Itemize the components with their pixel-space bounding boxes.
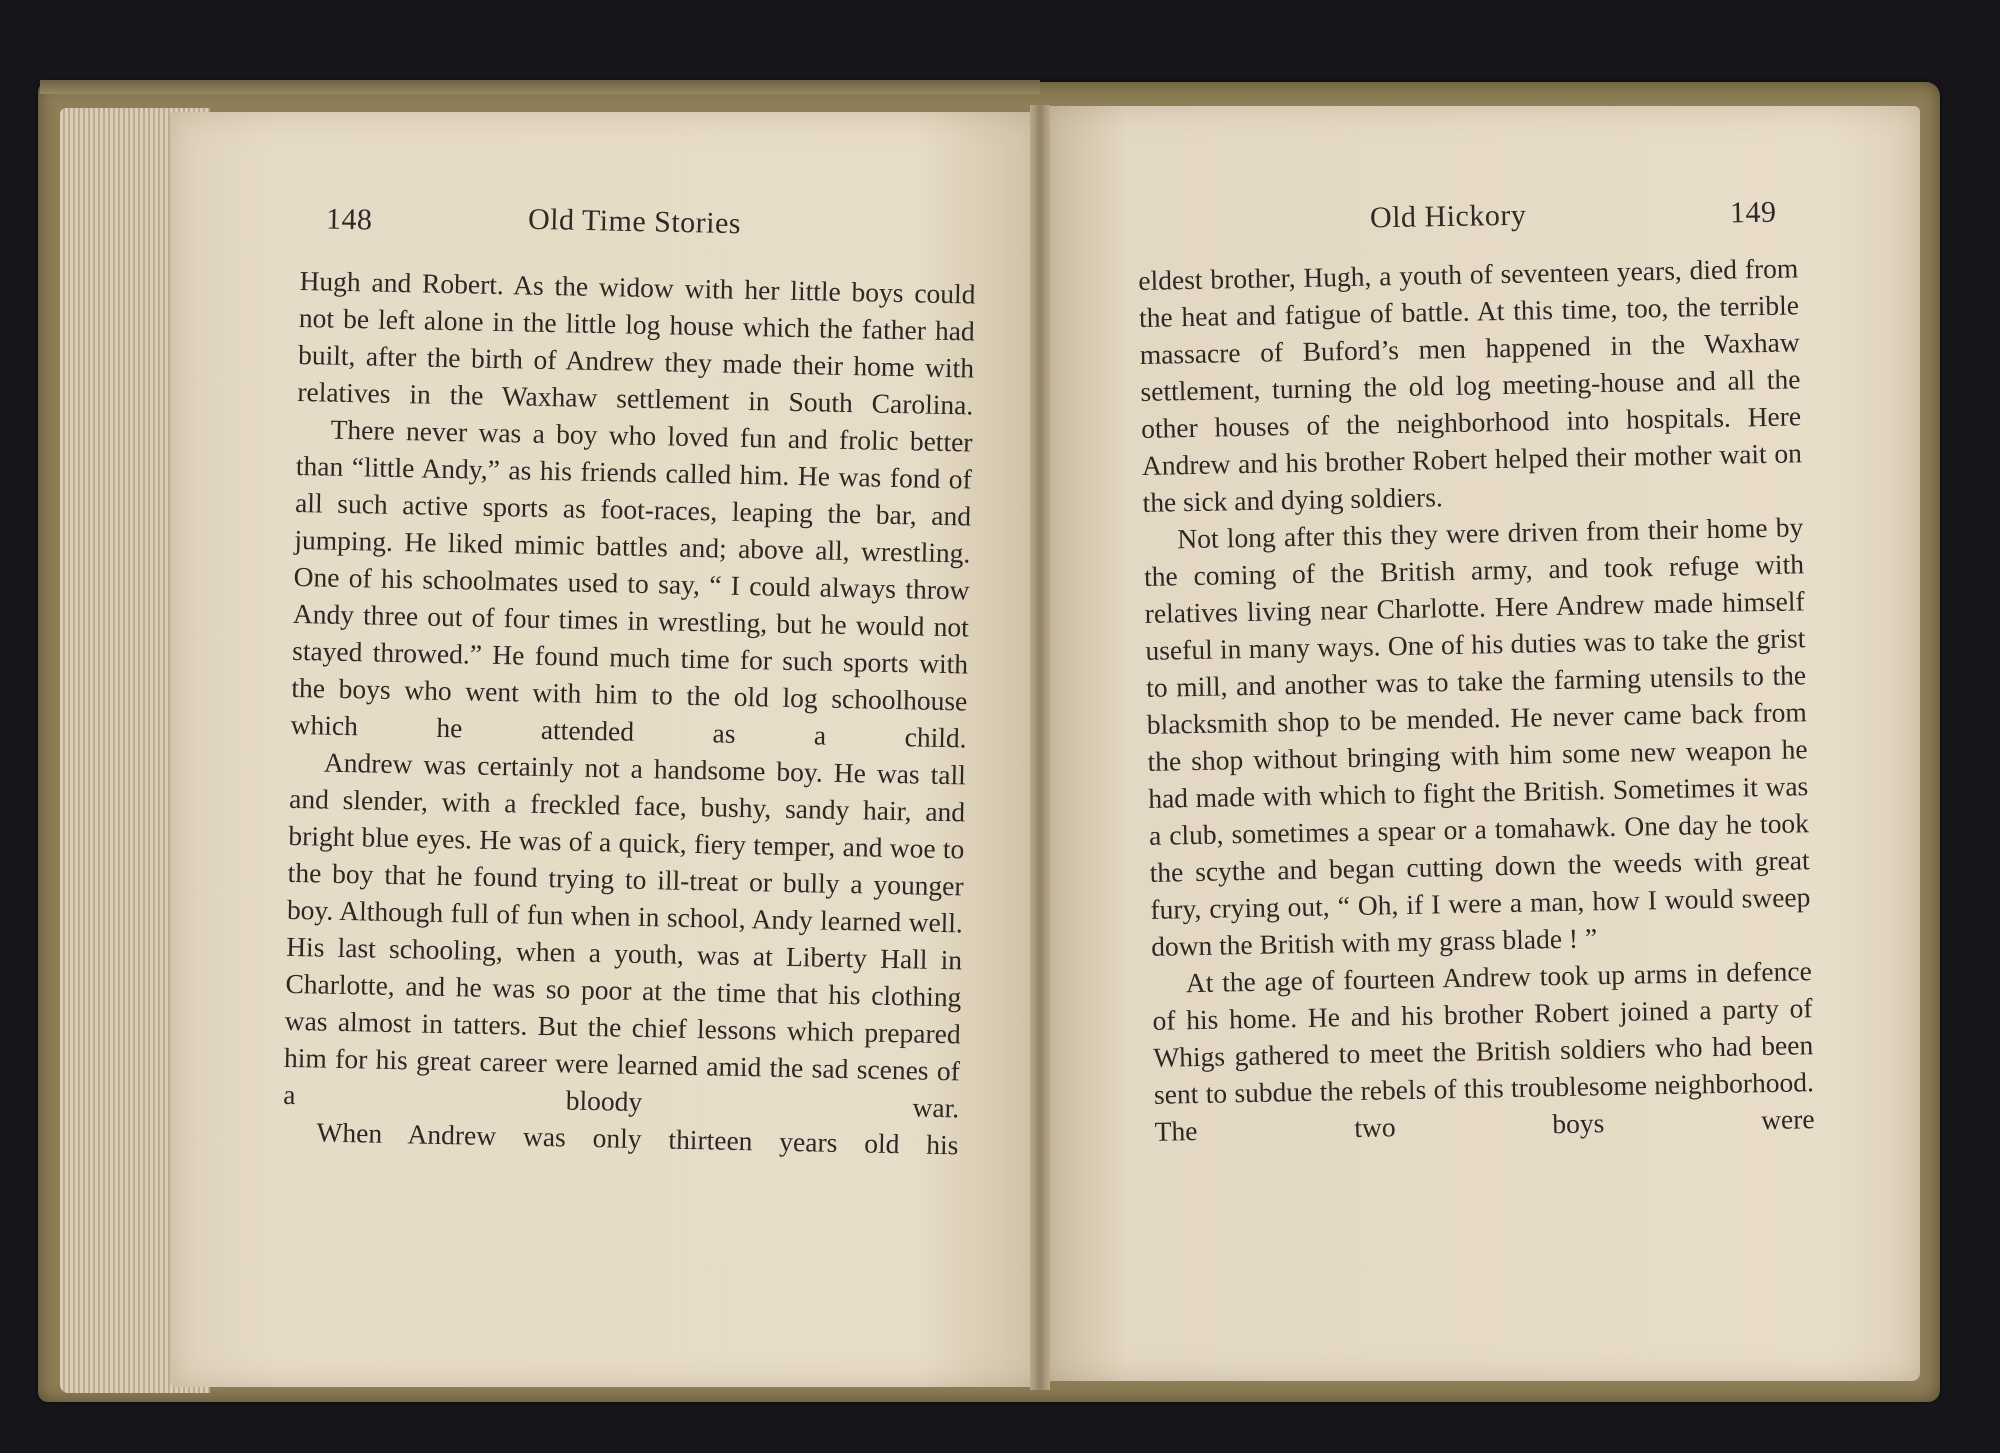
book-gutter (1030, 105, 1050, 1390)
paragraph: Hugh and Robert. As the widow with her little boys could not be left alone in the little log house which the father had built, after the birth of Andrew they made their home with relatives in the Waxhaw settlement in South Carolina. (297, 264, 976, 421)
paragraph: Andrew was certainly not a handsome boy. He was tall and slender, with a freckled face, bushy, sandy hair, and bright blue eyes. He was of a quick, fiery temper, and woe to the boy that he found trying to ill-treat or bully a younger boy. Although full of fun when in school, Andy learned well. His last schooling, when a youth, was at Liberty Hall in Charlotte, and he was so poor at the time that his clothing was almost in tatters. But the chief lessons which prepared him for his great career were learned amid the sad scenes of a bloody war. (282, 746, 967, 1124)
paragraph: When Andrew was only thirteen years old his (316, 1116, 959, 1161)
right-page-text (1138, 249, 1815, 1150)
paragraph: There never was a boy who loved fun and frolic better than “little Andy,” as his friends called him. He was fond of all such active sports as foot-races, leaping the bar, and jumping. He liked mimic battles and; above all, wrestling. One of his schoolmates used to say, “ I could always throw Andy three out of four times in wrestling, but he would not stayed throwed.” He found much time for such sports with the boys who went with him to the old log schoolhouse which he attended as a child. (290, 413, 973, 754)
right-page-number: 149 (1729, 195, 1777, 230)
paragraph: eldest brother, Hugh, a youth of seventeen years, died from the heat and fatigue of battle. At this time, too, the terrible massacre of Buford’s men happened in the Waxhaw settlement, turning the old log meeting-house and all the other houses of the neighborhood into hospitals. Here Andrew and his brother Robert helped their mother wait on the sick and dying soldiers. (1138, 252, 1803, 518)
left-page-text (282, 262, 976, 1163)
right-running-head: Old Hickory (1369, 198, 1527, 235)
paragraph: Not long after this they were driven from their home by the coming of the British army, and took refuge with relatives living near Charlotte. Here Andrew made himself useful in many ways. One of his duties was to take the grist to mill, and another was to take the farming utensils to the blacksmith shop to be mended. He never came back from the shop without bringing with him some new weapon he had made with which to fight the British. Sometimes it was a club, sometimes a spear or a tomahawk. One day he took the scythe and began cutting down the weeds with great fury, crying out, “ Oh, if I were a man, how I would sweep down the British with my grass blade ! ” (1143, 511, 1811, 962)
book-spine-edge (40, 80, 1040, 94)
left-page-number: 148 (325, 202, 373, 237)
left-running-head: Old Time Stories (527, 202, 742, 241)
paragraph: At the age of fourteen Andrew took up arms in defence of his home. He and his brother Robert joined a party of Whigs gathered to meet the British soldiers who had been sent to subdue the rebels of this troublesome neighborhood. The two boys were (1152, 955, 1815, 1147)
